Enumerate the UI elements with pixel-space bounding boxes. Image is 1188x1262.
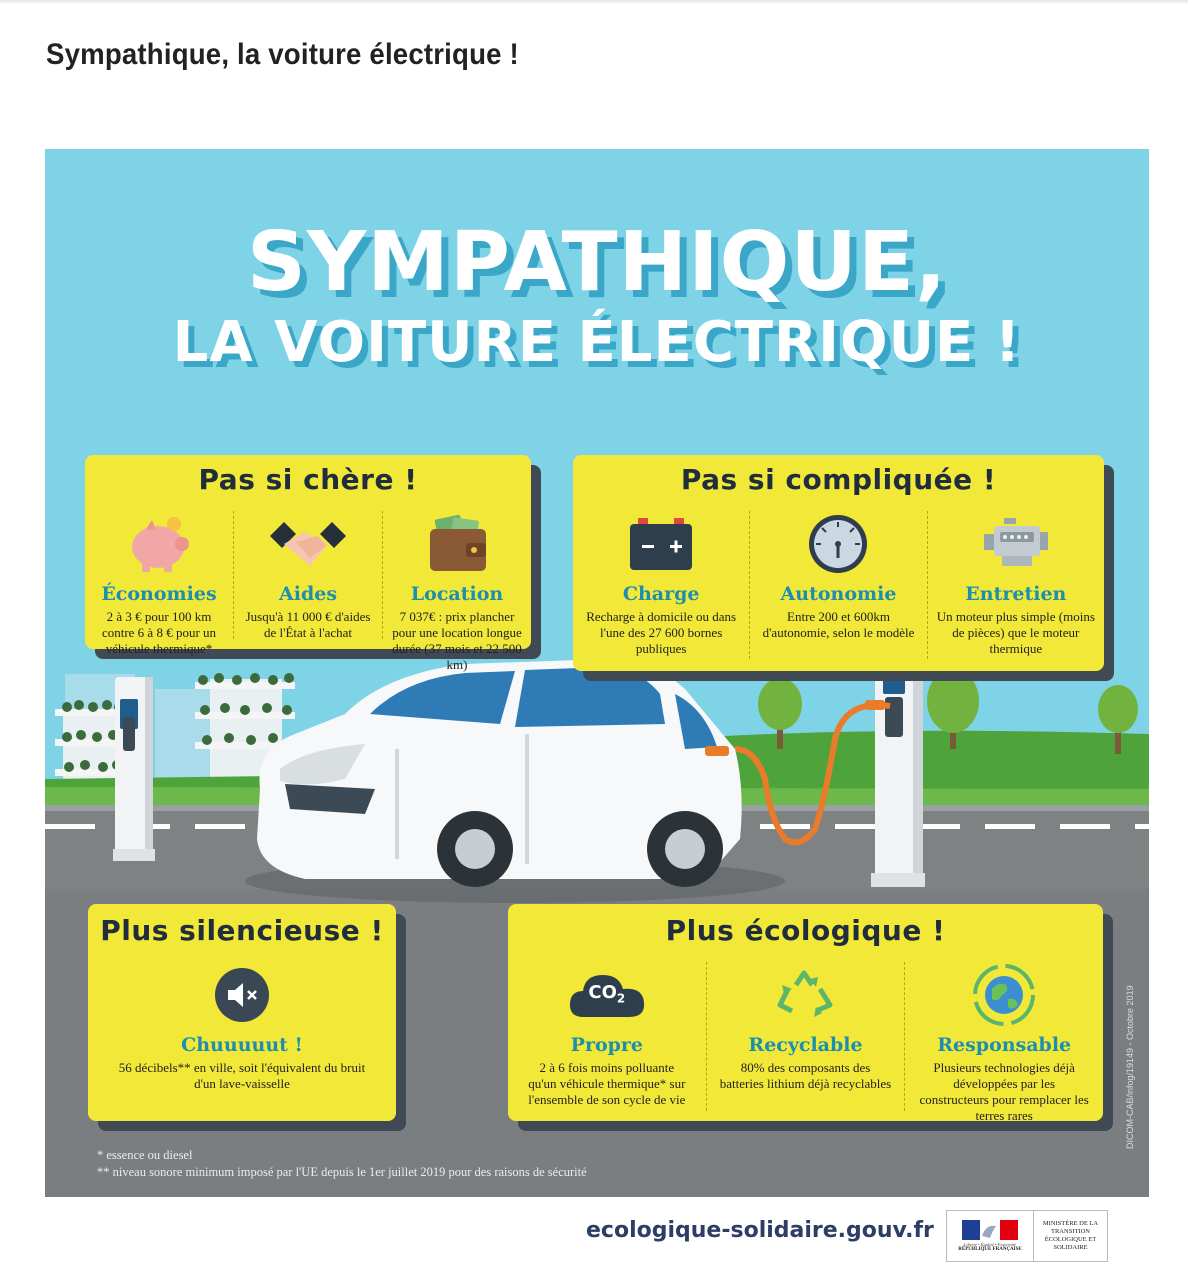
item-responsable (904, 962, 1103, 1123)
ministry-logo (946, 1210, 1108, 1262)
mute-speaker-icon (88, 962, 396, 1028)
card-eco (508, 904, 1103, 1121)
page-title: Sympathique, la voiture électrique ! (46, 38, 519, 71)
item-location (382, 511, 531, 672)
card-quiet-title: Plus silencieuse ! (100, 914, 384, 947)
co2-text: CO (588, 982, 617, 1003)
item-responsable-label: Responsable (937, 1034, 1072, 1056)
card-simple-title: Pas si compliquée ! (680, 463, 997, 496)
co2-cloud-icon (508, 962, 706, 1028)
engine-icon (928, 511, 1104, 577)
item-aides-label: Aides (278, 583, 338, 605)
item-economies-desc: 2 à 3 € pour 100 km contre 6 à 8 € pour un véhicule thermique* (101, 609, 217, 656)
item-propre-desc: 2 à 6 fois moins polluante qu'un véhicule thermique* sur l'ensemble de son cycle de vie (528, 1060, 686, 1107)
card-eco-title: Plus écologique ! (665, 914, 946, 947)
wallet-icon (383, 511, 531, 577)
item-propre (508, 962, 706, 1111)
item-chuuuuut-desc: 56 décibels** en ville, soit l'équivalent du bruit d'un lave-vaisselle (118, 1060, 366, 1091)
ministry-name: MINISTÈRE DE LA TRANSITION ÉCOLOGIQUE ET SOLIDAIRE (1042, 1220, 1099, 1251)
item-autonomie (749, 511, 926, 659)
headline-line-2: LA VOITURE ÉLECTRIQUE ! (172, 310, 1022, 375)
poster-headline (45, 217, 1149, 379)
card-simple (573, 455, 1104, 671)
item-charge-label: Charge (622, 583, 700, 605)
republic-name: RÉPUBLIQUE FRANÇAISE (958, 1247, 1022, 1252)
headline-line-1: SYMPATHIQUE, (246, 215, 948, 310)
gauge-icon (750, 511, 926, 577)
item-aides-desc: Jusqu'à 11 000 € d'aides de l'État à l'achat (245, 609, 371, 640)
top-divider (0, 0, 1188, 4)
website-link[interactable]: ecologique-solidaire.gouv.fr (586, 1218, 934, 1243)
card-cost-title: Pas si chère ! (198, 463, 418, 496)
item-economies-label: Économies (101, 583, 217, 605)
item-location-label: Location (410, 583, 504, 605)
electric-car-illustration (245, 659, 785, 903)
card-cost (85, 455, 531, 672)
item-responsable-desc: Plusieurs technologies déjà développées par les constructeurs pour remplacer les terres rares (919, 1060, 1089, 1123)
item-economies (85, 511, 233, 656)
item-autonomie-desc: Entre 200 et 600km d'autonomie, selon le modèle (762, 609, 915, 640)
infographic-poster (45, 149, 1149, 1197)
item-charge (573, 511, 749, 659)
earth-icon (905, 962, 1103, 1028)
charging-station-left (113, 677, 155, 861)
poster-credit: DICOM-CAB/infog/19149 - Octobre 2019 (1125, 985, 1135, 1149)
item-charge-desc: Recharge à domicile ou dans l'une des 27 600 bornes publiques (586, 609, 737, 656)
item-recyclable-label: Recyclable (748, 1034, 863, 1056)
footnote-1: * essence ou diesel (97, 1148, 193, 1162)
item-propre-label: Propre (570, 1034, 644, 1056)
footnotes (97, 1147, 587, 1181)
item-entretien-desc: Un moteur plus simple (moins de pièces) que le moteur thermique (936, 609, 1095, 656)
card-quiet (88, 904, 396, 1121)
item-recyclable-desc: 80% des composants des batteries lithium déjà recyclables (719, 1060, 892, 1091)
handshake-icon (234, 511, 382, 577)
battery-icon (573, 511, 749, 577)
republic-motto: Liberté • Égalité • Fraternité (963, 1242, 1017, 1247)
item-aides (233, 511, 382, 639)
co2-subscript: 2 (616, 991, 626, 1006)
item-chuuuuut (88, 962, 396, 1111)
item-entretien-label: Entretien (965, 583, 1067, 605)
marianne-flag-logo (947, 1211, 1034, 1261)
footnote-2: ** niveau sonore minimum imposé par l'UE depuis le 1er juillet 2019 pour des raisons de sécurité (97, 1165, 587, 1179)
item-location-desc: 7 037€ : prix plancher pour une location longue durée (37 mois et 22 500 km) (392, 609, 522, 672)
item-entretien (927, 511, 1104, 659)
item-recyclable (706, 962, 905, 1111)
item-autonomie-label: Autonomie (780, 583, 897, 605)
recycle-icon (707, 962, 905, 1028)
piggy-bank-icon (85, 511, 233, 577)
item-chuuuuut-label: Chuuuuut ! (181, 1034, 303, 1056)
